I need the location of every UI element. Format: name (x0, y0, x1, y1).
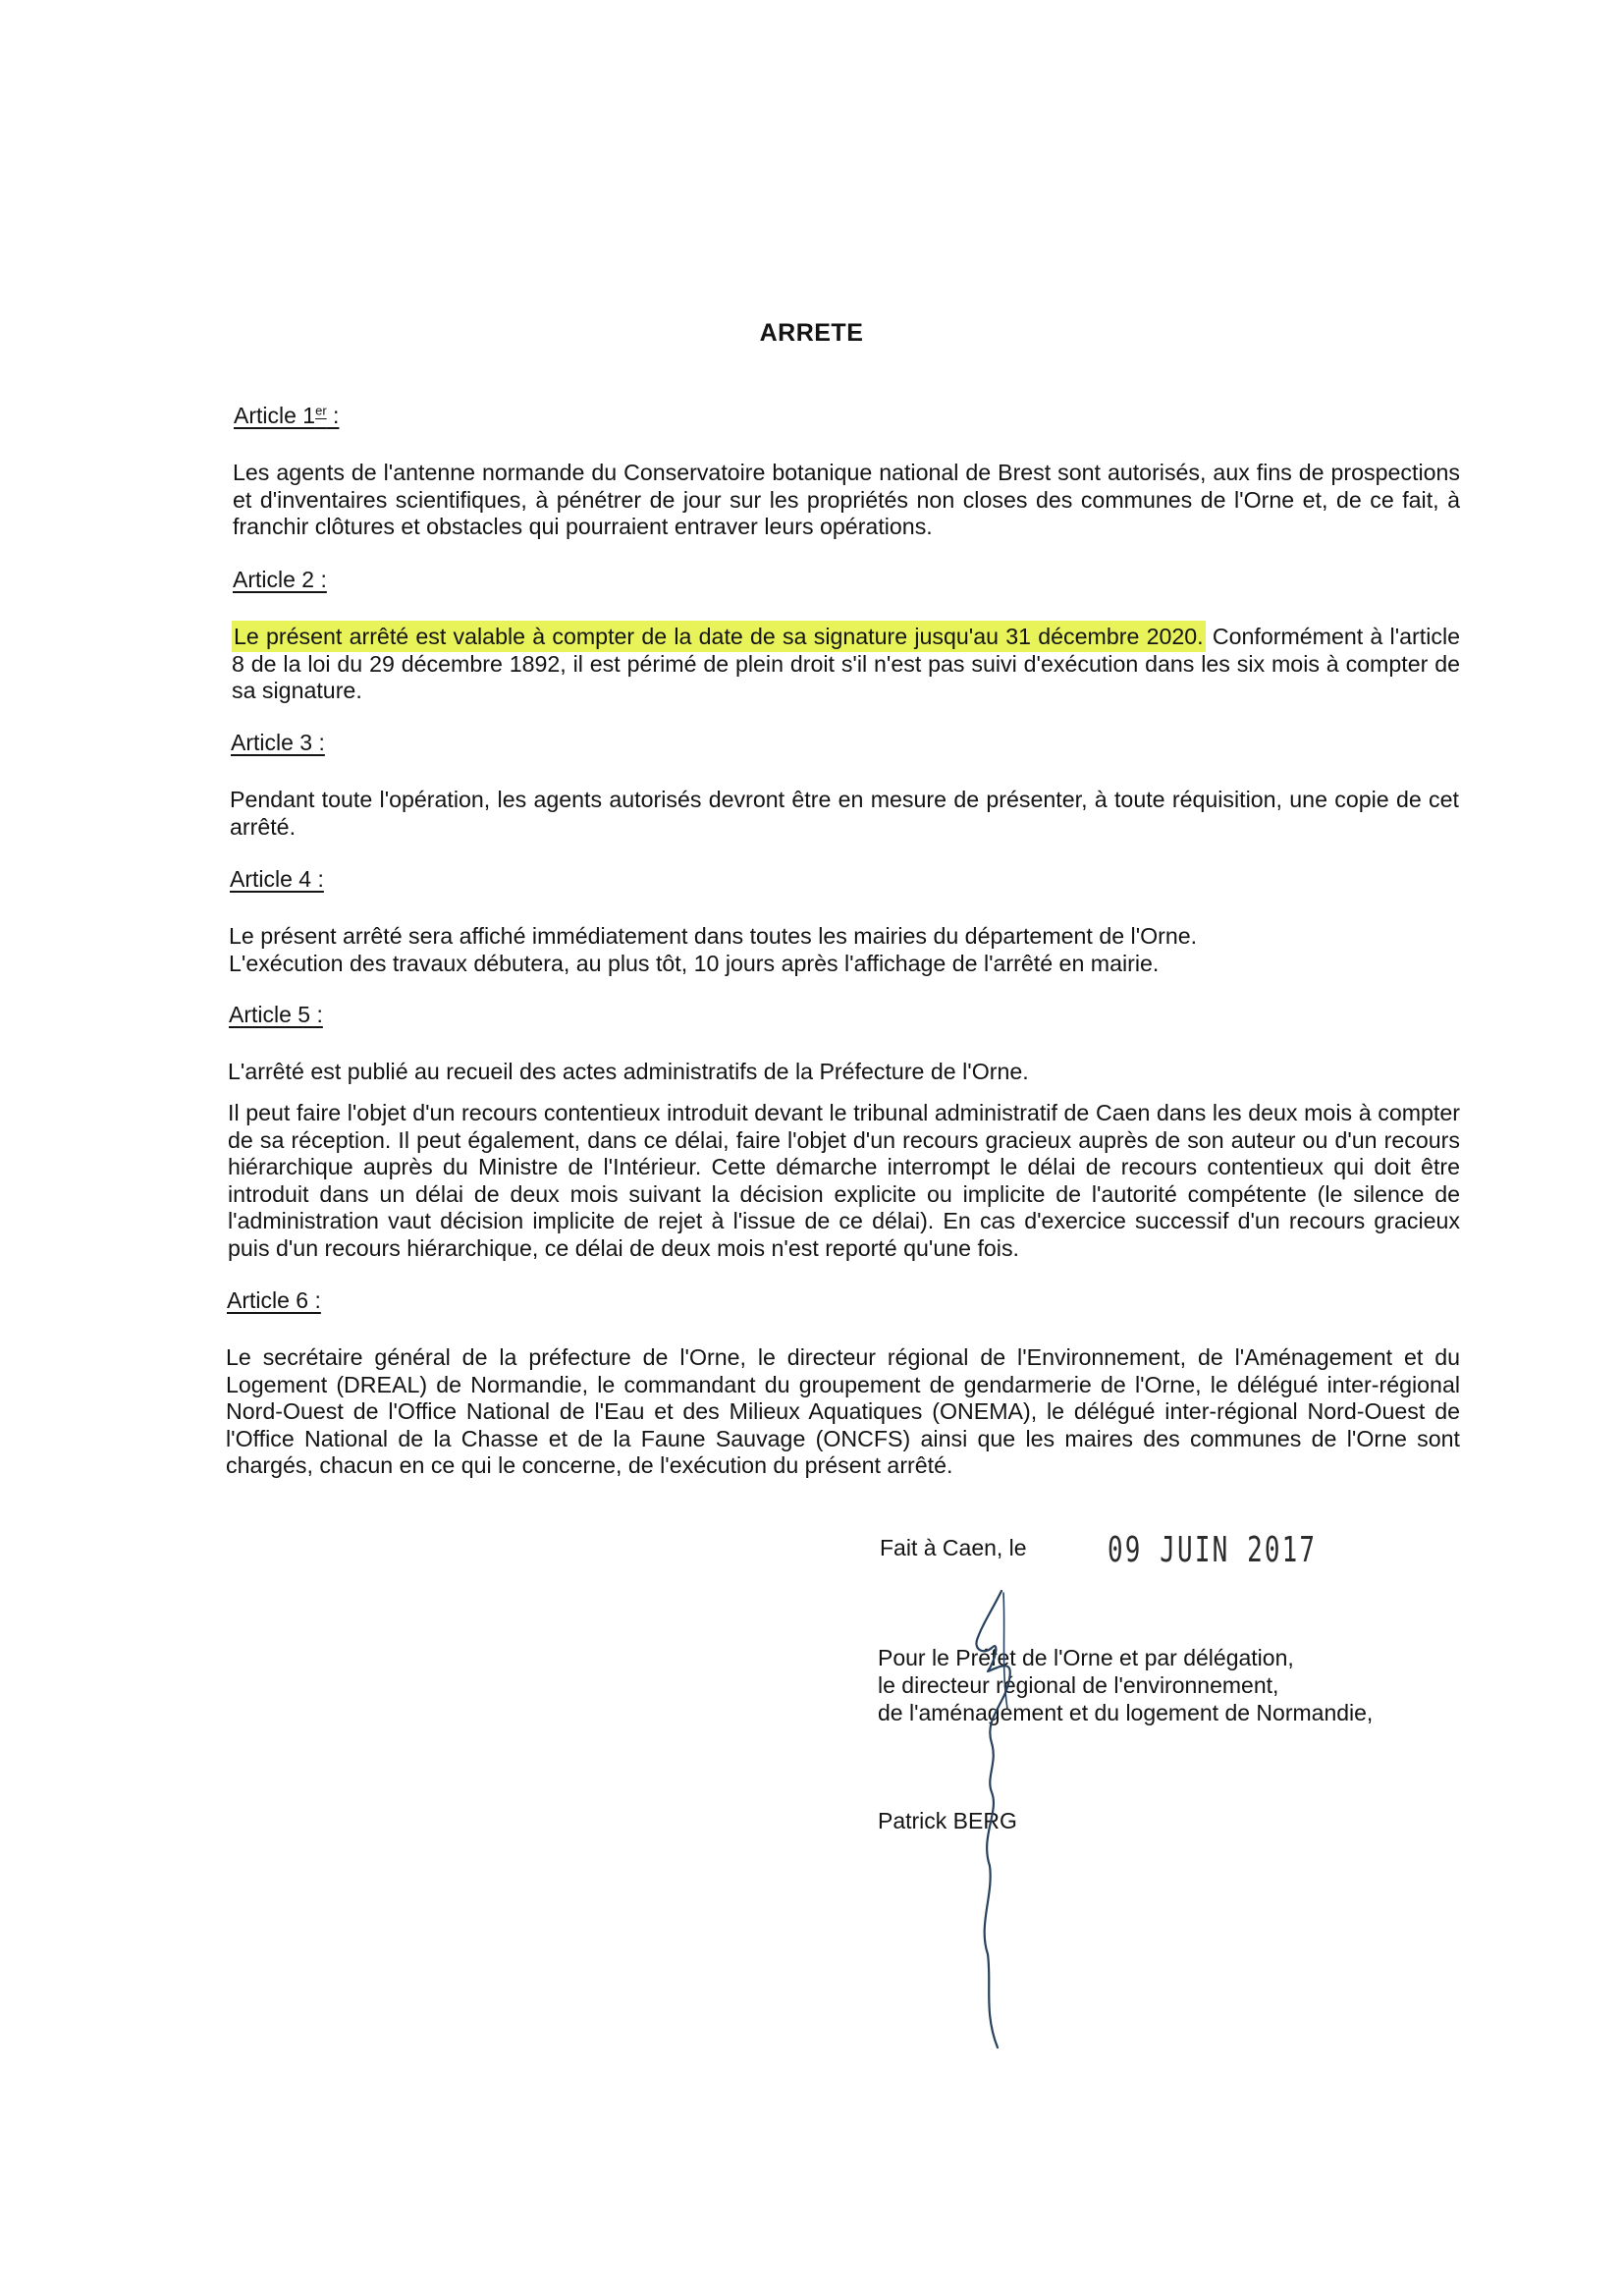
signature-stroke (976, 1591, 1009, 2048)
article-2-paragraph (232, 624, 1460, 705)
article-1-heading-text: Article 1 (234, 403, 316, 428)
article-4-line: Le présent arrêté sera affiché immédiatement dans toutes les mairies du département de l'Orne. (229, 923, 1198, 949)
article-3-paragraph: Pendant toute l'opération, les agents autorisés devront être en mesure de présenter, à toute réquisition, une copie de cet arrêté. (230, 787, 1459, 840)
article-4-line: L'exécution des travaux débutera, au plus tôt, 10 jours après l'affichage de l'arrêté en mairie. (229, 950, 1160, 976)
article-1-heading (234, 403, 339, 429)
article-5-heading: Article 5 : (229, 1002, 323, 1027)
article-4-heading: Article 4 : (230, 866, 324, 892)
article-6-heading: Article 6 : (227, 1287, 321, 1313)
article-1-heading-sup: er (315, 403, 327, 418)
place-and-date-label: Fait à Caen, le (880, 1535, 1027, 1560)
article-5-paragraph-1: L'arrêté est publié au recueil des actes administratifs de la Préfecture de l'Orne. (228, 1059, 1029, 1084)
date-stamp: 09 JUIN 2017 (1108, 1530, 1318, 1570)
article-1-heading-tail: : (326, 403, 340, 428)
article-6-paragraph: Le secrétaire général de la préfecture de l'Orne, le directeur régional de l'Environnement, de l'Aménagement et du Logement (DREAL) de Normandie, le commandant du groupement de gendarmerie de l'Orne, le délégué inter-régional Nord-Ouest de l'Office National de l'Eau et des Milieux Aquatiques (ONEMA), le délégué inter-régional Nord-Ouest de l'Office National de la Chasse et de la Faune Sauvage (ONCFS) ainsi que les maires des communes de l'Orne sont chargés, chacun en ce qui le concerne, de l'exécution du présent arrêté. (226, 1344, 1460, 1478)
article-5-paragraph-2: Il peut faire l'objet d'un recours contentieux introduit devant le tribunal administratif de Caen dans les deux mois à compter de sa réception. Il peut également, dans ce délai, faire l'objet d'un recours gracieux auprès de son auteur ou d'un recours hiérarchique auprès du Ministre de l'Intérieur. Cette démarche interrompt le délai de recours contentieux qui doit être introduit dans un délai de deux mois suivant la décision explicite ou implicite de l'autorité compétente (le silence de l'administration vaut décision implicite de rejet à l'issue de ce délai). En cas d'exercice successif d'un recours gracieux puis d'un recours hiérarchique, ce délai de deux mois n'est reporté qu'une fois. (228, 1100, 1460, 1261)
delegation-line-2: le directeur régional de l'environnement, (878, 1672, 1279, 1698)
article-4-body (229, 923, 1466, 977)
delegation-line-1: Pour le Préfet de l'Orne et par délégation, (878, 1645, 1294, 1670)
signatory-name: Patrick BERG (878, 1808, 1017, 1833)
article-2-heading: Article 2 : (233, 567, 327, 592)
article-1-paragraph: Les agents de l'antenne normande du Conservatoire botanique national de Brest sont autorisés, aux fins de prospections et d'inventaires scientifiques, à pénétrer de jour sur les propriétés non closes des communes de l'Orne et, de ce fait, à franchir clôtures et obstacles qui pourraient entraver leurs opérations. (233, 460, 1460, 539)
highlighted-validity-sentence: Le présent arrêté est valable à compter de la date de sa signature jusqu'au 31 décembre 2020. (232, 621, 1206, 652)
article-2-paragraph-rest: Conformément à l'article 8 de la loi du 29 décembre 1892, il est périmé de plein droit s'il n'est pas suivi d'exécution dans les six mois à compter de sa signature. (232, 624, 1460, 703)
delegation-line-3: de l'aménagement et du logement de Normandie, (878, 1700, 1374, 1725)
article-3-heading: Article 3 : (231, 730, 325, 755)
handwritten-signature (962, 1571, 1060, 2052)
document-title: ARRETE (759, 319, 864, 347)
